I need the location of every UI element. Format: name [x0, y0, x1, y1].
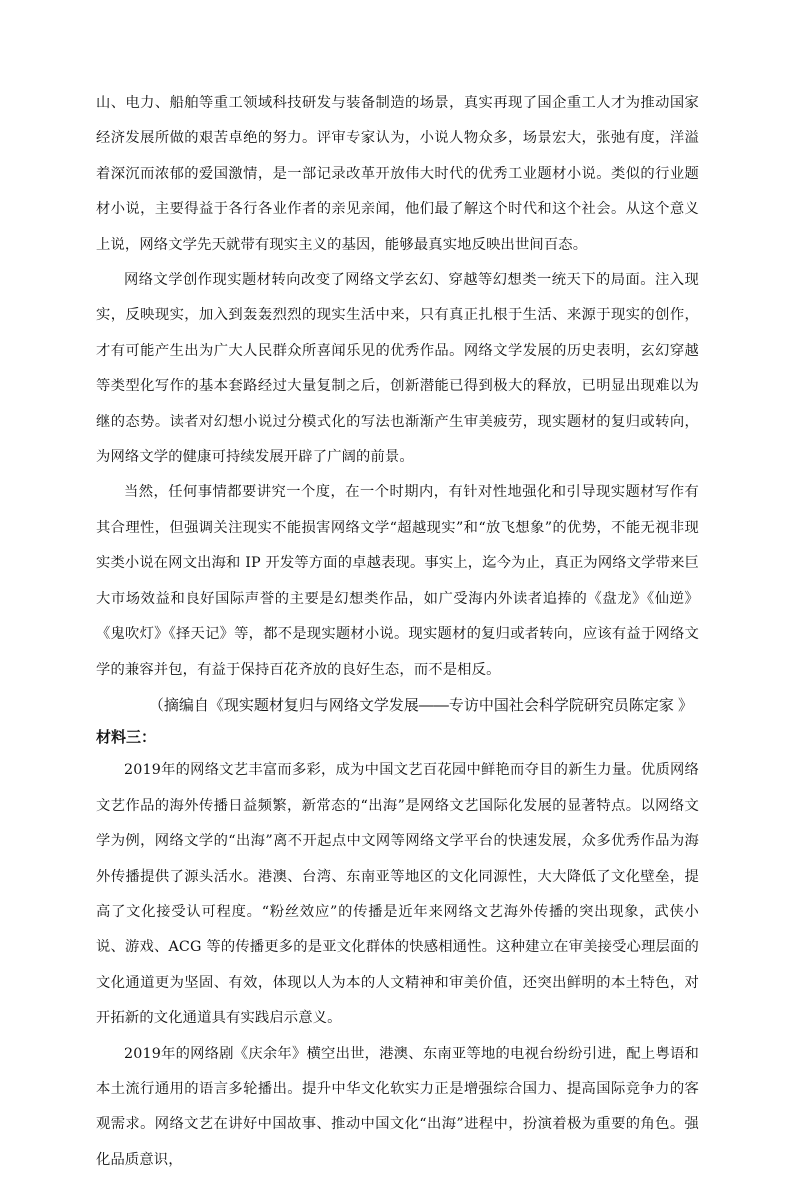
paragraph-2: 网络文学创作现实题材转向改变了网络文学玄幻、穿越等幻想类一统天下的局面。注入现实，反映现实，加入到轰轰烈烈的现实生活中来，只有真正扎根于生活、来源于现实的创作，才有可能产生出为广大人民群众所喜闻乐见的优秀作品。网络文学发展的历史表明，玄幻穿越等类型化写作的基本套路经过大量复制之后，创新潜能已得到极大的释放，已明显出现难以为继的态势。读者对幻想小说过分模式化的写法也渐渐产生审美疲劳，现实题材的复归或转向，为网络文学的健康可持续发展开辟了广阔的前景。	[96, 272, 699, 466]
paragraph-5: 2019年的网络剧《庆余年》横空出世，港澳、东南亚等地的电视台纷纷引进，配上粤语和本土流行通用的语言多轮播出。提升中华文化软实力正是增强综合国力、提高国际竞争力的客观需求。网络文艺在讲好中国故事、推动中国文化“出海”进程中，扮演着极为重要的角色。强化品质意识，	[96, 1045, 699, 1168]
paragraph-1: 山、电力、船舶等重工领域科技研发与装备制造的场景，真实再现了国企重工人才为推动国家经济发展所做的艰苦卓绝的努力。评审专家认为，小说人物众多，场景宏大，张弛有度，洋溢着深沉而浓郁的爱国激情，是一部记录改革开放伟大时代的优秀工业题材小说。类似的行业题材小说，主要得益于各行各业作者的亲见亲闻，他们最了解这个时代和这个社会。从这个意义上说，网络文学先天就带有现实主义的基因，能够最真实地反映出世间百态。	[96, 95, 699, 253]
source-citation: （摘编自《现实题材复归与网络文学发展——专访中国社会科学院研究员陈定家 》	[148, 696, 693, 714]
paragraph-3: 当然，任何事情都要讲究一个度，在一个时期内，有针对性地强化和引导现实题材写作有其合理性，但强调关注现实不能损害网络文学“超越现实”和“放飞想象”的优势，不能无视非现实类小说在网文出海和 IP 开发等方面的卓越表现。事实上，迄今为止，真正为网络文学带来巨大市场效益和良好国际声誉的主要是幻想类作品，如广受海内外读者追捧的《盘龙》《仙逆》《鬼吹灯》《择天记》等，都不是现实题材小说。现实题材的复归或者转向，应该有益于网络文学的兼容并包，有益于保持百花齐放的良好生态，而不是相反。	[96, 484, 699, 678]
document-page	[96, 86, 699, 1178]
section-heading-material-3: 材料三：	[96, 729, 157, 747]
paragraph-4: 2019年的网络文艺丰富而多彩，成为中国文艺百花园中鲜艳而夺目的新生力量。优质网络文艺作品的海外传播日益频繁，新常态的“出海”是网络文艺国际化发展的显著特点。以网络文学为例，网络文学的“出海”离不开起点中文网等网络文学平台的快速发展，众多优秀作品为海外传播提供了源头活水。港澳、台湾、东南亚等地区的文化同源性，大大降低了文化壁垒，提高了文化接受认可程度。“粉丝效应”的传播是近年来网络文艺海外传播的突出现象，武侠小说、游戏、ACG 等的传播更多的是亚文化群体的快感相通性。这种建立在审美接受心理层面的文化通道更为坚固、有效，体现以人为本的人文精神和审美价值，还突出鲜明的本土特色，对开拓新的文化通道具有实践启示意义。	[96, 762, 699, 1027]
